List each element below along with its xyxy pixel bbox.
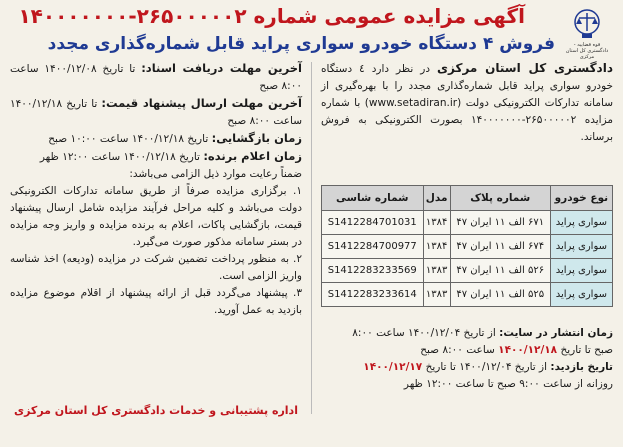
intro-paragraph	[321, 60, 613, 146]
condition-2: ۲. به منظور پرداخت تضمین شرکت در مزایده (ودیعه) اخذ شناسه واریز الزامی است.	[10, 253, 302, 282]
publish-line2-b: ساعت ۸:۰۰ صبح	[420, 344, 499, 356]
publish-line	[321, 325, 613, 342]
cell-chassis: S1412284700977	[322, 235, 424, 259]
cell-model: ۱۳۸۴	[423, 235, 450, 259]
publish-label: زمان انتشار در سایت:	[499, 327, 613, 339]
notice-subtitle: فروش ۴ دستگاه خودرو سواری پراید قابل شماره‌گذاری مجدد	[47, 34, 555, 54]
col-header-plate: شماره پلاک	[450, 186, 550, 211]
notice-title: آگهی مزایده عمومی شماره ۲۶۵۰۰۰۰۰۲-۱۴۰۰۰۰۰۰۰	[18, 4, 525, 28]
cell-chassis: S1412283233614	[322, 283, 424, 307]
opening-time	[10, 130, 302, 148]
cell-chassis: S1412284701031	[322, 211, 424, 235]
table-row	[322, 211, 613, 235]
publish-line-2	[321, 342, 613, 359]
cell-model: ۱۳۸۳	[423, 283, 450, 307]
cell-model: ۱۳۸۴	[423, 211, 450, 235]
winner-announcement-label: زمان اعلام برنده:	[203, 149, 302, 163]
cell-plate: ۵۲۶ الف ۱۱ ایران ۴۷	[450, 259, 550, 283]
col-header-type: نوع خودرو	[550, 186, 612, 211]
publish-visit-dates	[321, 325, 613, 393]
cell-type: سواری پراید	[550, 235, 612, 259]
judiciary-logo	[565, 8, 609, 60]
winner-announcement	[10, 148, 302, 166]
cell-chassis: S1412283233569	[322, 259, 424, 283]
cell-plate: ۶۷۴ الف ۱۱ ایران ۴۷	[450, 235, 550, 259]
offer-deadline-text: تا تاریخ ۱۴۰۰/۱۲/۱۸ ساعت ۸:۰۰ صبح	[10, 98, 302, 127]
opening-time-label: زمان بازگشایی:	[211, 131, 302, 145]
cell-model: ۱۳۸۳	[423, 259, 450, 283]
docs-deadline-text: تا تاریخ ۱۴۰۰/۱۲/۰۸ ساعت ۸:۰۰ صبح	[10, 63, 302, 92]
condition-3: ۳. پیشنهاد می‌گردد قبل از ارائه پیشنهاد از اقلام موضوع مزایده بازدید به عمل آورید.	[10, 287, 302, 316]
opening-time-text: تاریخ ۱۴۰۰/۱۲/۱۸ ساعت ۱۰:۰۰ صبح	[48, 133, 212, 145]
table-header-row	[322, 186, 613, 211]
visit-label: تاریخ بازدید:	[550, 361, 613, 373]
table-row	[322, 283, 613, 307]
conditions-intro: ضمناً رعایت موارد ذیل الزامی می‌باشد:	[129, 168, 302, 180]
visit-line	[321, 359, 613, 376]
table-row	[322, 235, 613, 259]
cell-type: سواری پراید	[550, 259, 612, 283]
offer-deadline-label: آخرین مهلت ارسال پیشنهاد قیمت:	[101, 96, 302, 110]
visit-text: از تاریخ ۱۴۰۰/۱۲/۰۴ تا تاریخ	[422, 361, 551, 373]
intro-text: در نظر دارد ٤ دستگاه خودرو سواری پراید قابل شماره‌گذاری مجدد را با بهره‌گیری از سامانه تدارکات الکترونیکی دولت (www.setadiran.ir) با شماره مزایده ۲۶۵۰۰۰۰۰۲-۱۴۰۰۰۰۰۰۰ بصورت الکترونیکی به فروش برساند.	[321, 63, 613, 143]
cell-type: سواری پراید	[550, 211, 612, 235]
logo-caption: قوه قضاییه - دادگستری کل استان مرکزی	[565, 42, 609, 60]
publish-text: از تاریخ ۱۴۰۰/۱۲/۰۴ ساعت ۸:۰۰	[352, 327, 500, 339]
deadlines-and-conditions	[10, 60, 302, 319]
vehicles-table	[321, 185, 613, 307]
condition-1: ۱. برگزاری مزایده صرفاً از طریق سامانه تدارکات الکترونیکی دولت می‌باشد و کلیه مراحل فرآیند مزایده شامل ارسال پیشنهاد قیمت، بازگشایی پاکات، اعلام به برنده مزایده و واریز وجه مزایده در بستر سامانه مذکور صورت می‌گیرد.	[10, 185, 302, 248]
scales-emblem-icon	[571, 8, 603, 42]
cell-type: سواری پراید	[550, 283, 612, 307]
cell-plate: ۶۷۱ الف ۱۱ ایران ۴۷	[450, 211, 550, 235]
docs-deadline-label: آخرین مهلت دریافت اسناد:	[141, 61, 302, 75]
winner-announcement-text: تاریخ ۱۴۰۰/۱۲/۱۸ ساعت ۱۲:۰۰ ظهر	[39, 151, 204, 163]
intro-lead: دادگستری کل استان مرکزی	[437, 61, 613, 75]
footer-signature: اداره پشتیبانی و خدمات دادگستری کل استان مرکزی	[14, 404, 298, 417]
visit-end-date: ۱۴۰۰/۱۲/۱۷	[363, 361, 423, 373]
visit-line-2: روزانه از ساعت ۹:۰۰ صبح تا ساعت ۱۲:۰۰ ظهر	[403, 378, 613, 390]
notice-header	[8, 4, 615, 62]
col-header-model: مدل	[423, 186, 450, 211]
col-header-chassis: شماره شاسی	[322, 186, 424, 211]
docs-deadline	[10, 60, 302, 95]
table-row	[322, 259, 613, 283]
column-divider	[311, 62, 312, 414]
publish-end-date: ۱۴۰۰/۱۲/۱۸	[498, 344, 558, 356]
publish-line2-a: صبح تا تاریخ	[557, 344, 613, 356]
cell-plate: ۵۲۵ الف ۱۱ ایران ۴۷	[450, 283, 550, 307]
offer-deadline	[10, 95, 302, 130]
